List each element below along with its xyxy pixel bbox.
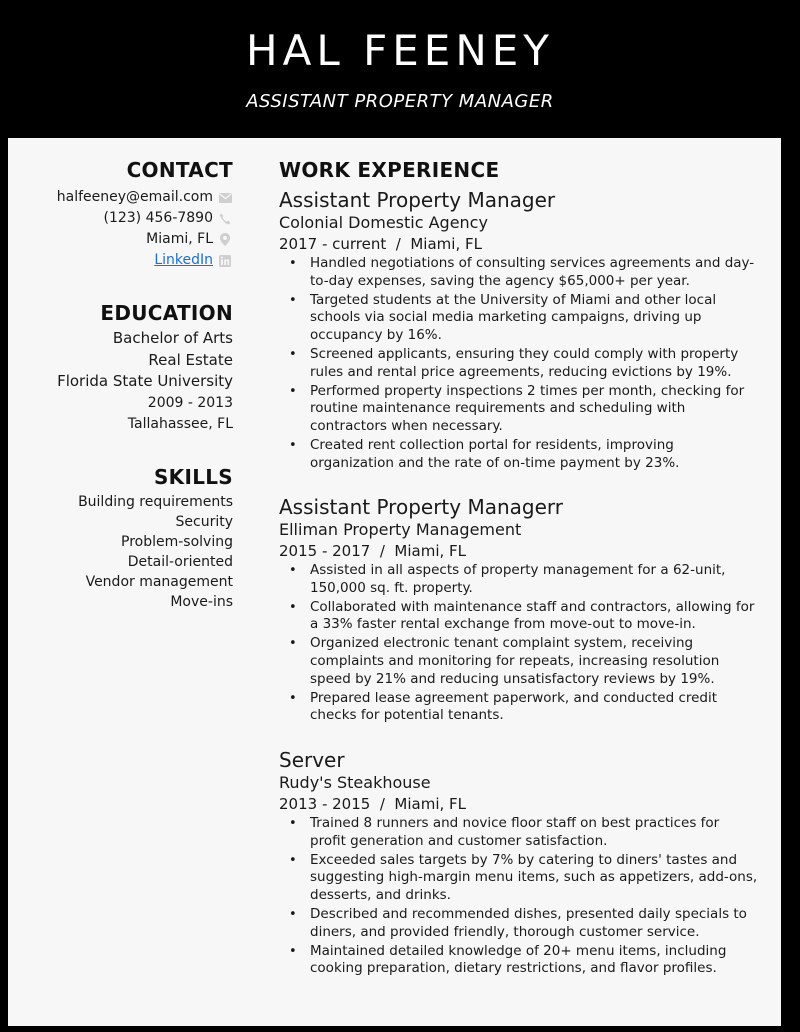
envelope-icon [217,187,233,208]
education-section [8,301,233,436]
phone-icon [217,208,233,229]
contact-linkedin-row [8,250,233,271]
job-entry [279,495,759,726]
job-bullet: • Performed property inspections 2 times per month, checking for routine maintenance requirements and scheduling with contractors when necessary. [310,383,759,436]
resume-header [0,0,800,138]
linkedin-link[interactable]: LinkedIn [154,252,213,268]
skill-item: Building requirements [78,494,233,510]
job-bullet: • Handled negotiations of consulting services agreements and day-to-day expenses, saving the agency $65,000+ per year. [310,255,759,291]
job-company: Rudy's Steakhouse [279,773,431,792]
resume-page [8,138,781,1026]
job-entry [279,188,759,474]
contact-section [8,158,233,271]
job-bullet: • Described and recommended dishes, presented daily specials to diners, and provided friendly, thorough customer service. [310,906,759,942]
skills-section [8,465,233,612]
job-bullet: • Prepared lease agreement paperwork, and conducted credit checks for potential tenants. [310,690,759,726]
job-bullet: • Collaborated with maintenance staff and contractors, allowing for a 33% faster rental exchange from move-out to move-in. [310,599,759,635]
education-school: Florida State University [57,372,233,390]
contact-email-row [8,187,233,208]
candidate-title: ASSISTANT PROPERTY MANAGER [246,91,554,112]
job-company: Elliman Property Management [279,520,522,539]
job-bullet: • Screened applicants, ensuring they could comply with property rules and rental price agreements, reducing evictions by 19%. [310,346,759,382]
job-dates: 2017 - current / Miami, FL [279,235,482,253]
job-bullet: • Exceeded sales targets by 7% by catering to diners' tastes and suggesting high-margin menu items, such as appetizers, add-ons, desserts, and drinks. [310,852,759,905]
job-bullets [279,562,759,725]
education-field: Real Estate [148,350,233,369]
education-degree: Bachelor of Arts [112,329,233,347]
job-bullet: • Trained 8 runners and novice floor staff on best practices for profit generation and customer satisfaction. [310,815,759,851]
contact-heading: CONTACT [126,158,233,182]
job-company: Colonial Domestic Agency [279,213,488,232]
education-years: 2009 - 2013 [147,394,233,411]
job-bullet: • Targeted students at the University of Miami and other local schools via social media marketing campaigns, driving up occupancy by 16%. [310,292,759,345]
contact-phone-row [8,208,233,229]
job-bullet: • Created rent collection portal for residents, improving organization and the rate of on-time payment by 23%. [310,437,759,473]
map-pin-icon [217,229,233,250]
job-entry [279,748,759,979]
contact-phone: (123) 456-7890 [103,210,213,226]
job-title: Assistant Property Managerr [279,495,563,519]
skill-item: Detail-oriented [127,554,233,570]
job-bullets [279,815,759,978]
education-heading: EDUCATION [100,301,233,325]
job-title: Assistant Property Manager [279,188,556,212]
experience-heading: WORK EXPERIENCE [279,158,500,182]
job-bullets [279,255,759,473]
job-dates: 2013 - 2015 / Miami, FL [279,795,467,813]
job-dates: 2015 - 2017 / Miami, FL [279,542,467,560]
skill-item: Security [175,514,233,530]
skill-item: Vendor management [85,574,233,590]
contact-location: Miami, FL [146,231,213,247]
skill-item: Move-ins [170,594,233,610]
candidate-name: HAL FEENEY [246,26,554,75]
contact-location-row [8,229,233,250]
education-location: Tallahassee, FL [127,416,233,432]
skill-item: Problem-solving [121,534,233,550]
job-bullet: • Assisted in all aspects of property management for a 62-unit, 150,000 sq. ft. property. [310,562,759,598]
job-bullet: • Maintained detailed knowledge of 20+ menu items, including cooking preparation, dietary restrictions, and flavor profiles. [310,943,759,979]
contact-email[interactable]: halfeeney@email.com [56,189,213,205]
linkedin-icon [217,250,233,271]
job-bullet: • Organized electronic tenant complaint system, receiving complaints and monitoring for repeats, increasing resolution speed by 21% and reducing unsatisfactory reviews by 19%. [310,635,759,688]
skills-heading: SKILLS [153,465,233,489]
job-title: Server [279,748,345,772]
